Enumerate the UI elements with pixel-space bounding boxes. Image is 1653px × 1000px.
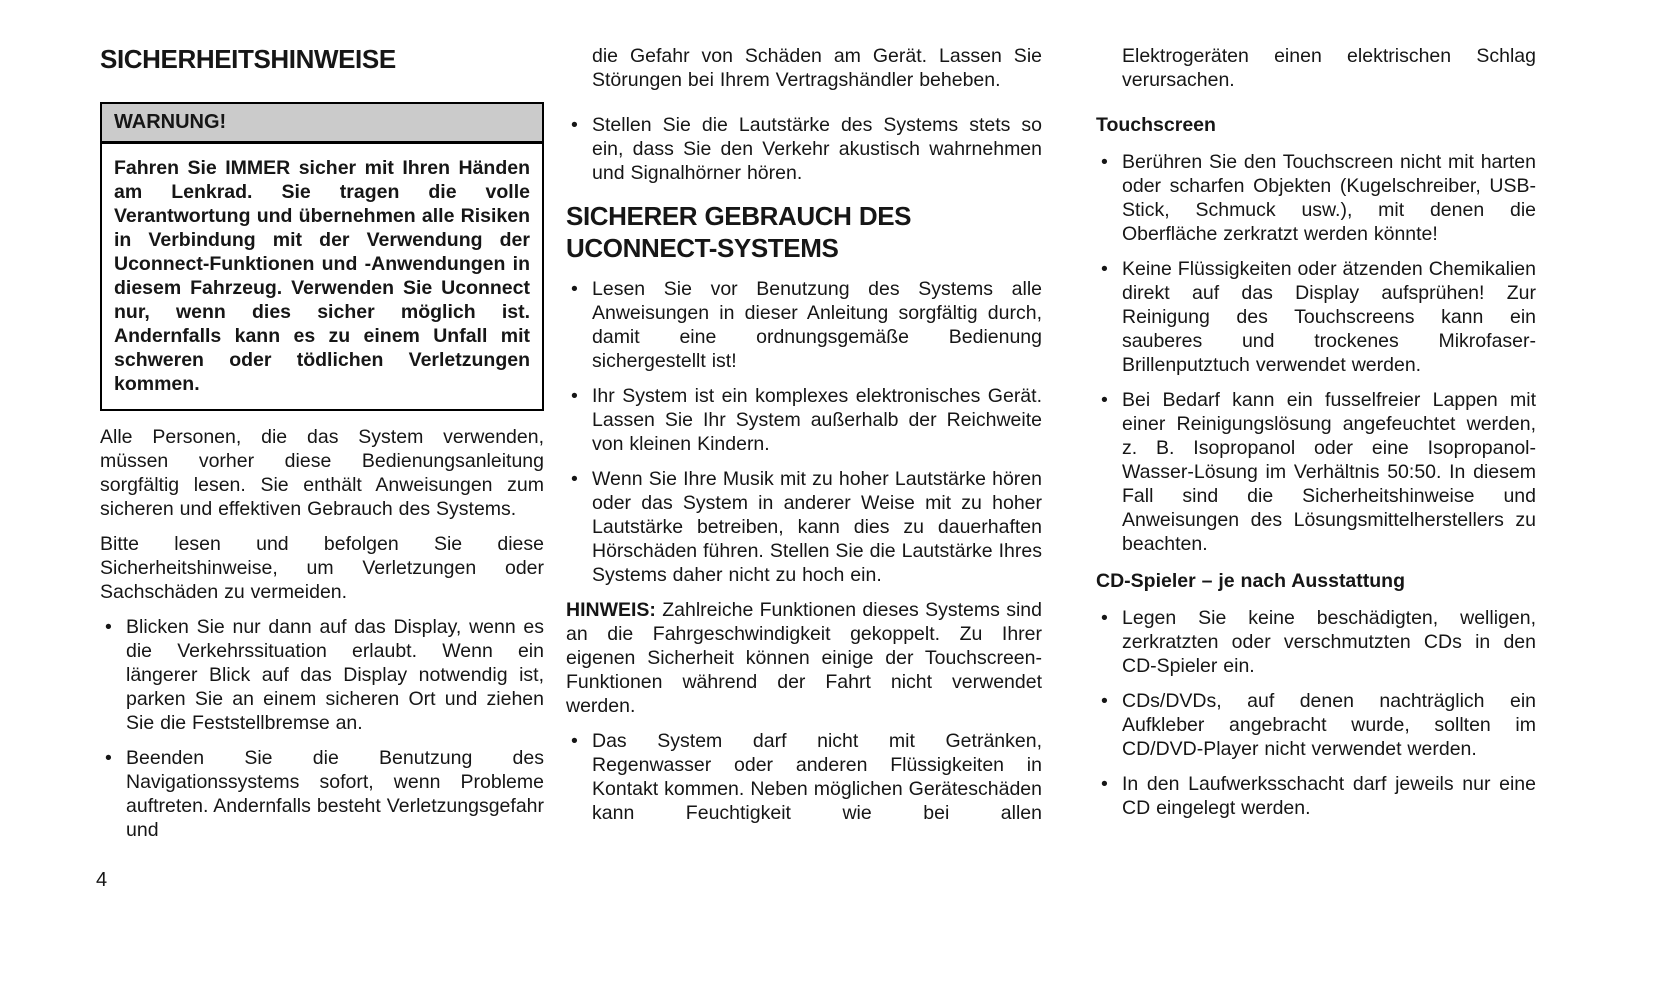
continuation-paragraph: Elektrogeräten einen elektrischen Schlag verursachen. bbox=[1122, 45, 1536, 91]
paragraph: Bitte lesen und befolgen Sie diese Sicherheitshinweise, um Verletzungen oder Sachschäden zu vermeiden. bbox=[100, 533, 544, 603]
column-1 bbox=[100, 44, 544, 853]
bullet-item: • Keine Flüssigkeiten oder ätzenden Chemikalien direkt auf das Display aufsprühen! Zur Reinigung des Touchscreens kann ein sauberes und trockenes Mikrofaser-Brillenputztuch verwendet werden. bbox=[1096, 257, 1536, 377]
column-3 bbox=[1096, 44, 1536, 831]
note-paragraph bbox=[566, 598, 1042, 718]
bullet-list bbox=[1096, 606, 1536, 820]
column-2 bbox=[566, 44, 1042, 836]
bullet-item: • Wenn Sie Ihre Musik mit zu hoher Lautstärke hören oder das System in anderer Weise mit zu hoher Lautstärke betreiben, kann dies zu dauerhaften Hörschäden führen. Stellen Sie die Lautstärke Ihres Systems daher nicht zu hoch ein. bbox=[566, 467, 1042, 587]
warning-body: Fahren Sie IMMER sicher mit Ihren Händen am Lenkrad. Sie tragen die volle Verantwortung und übernehmen alle Risiken in Verbindung mit der Verwendung der Uconnect-Funktionen und -Anwendungen in diesem Fahrzeug. Verwenden Sie Uconnect nur, wenn dies sicher möglich ist. Andernfalls kann es zu einem Unfall mit schweren oder tödlichen Verletzungen kommen. bbox=[114, 157, 530, 395]
page-title: SICHERHEITSHINWEISE bbox=[100, 44, 396, 74]
page-number: 4 bbox=[96, 869, 108, 891]
bullet-item: • Bei Bedarf kann ein fusselfreier Lappen mit einer Reinigungslösung angefeuchtet werden, z. B. Isopropanol oder eine Isopropanol-Wasser-Lösung im Verhältnis 50:50. In diesem Fall sind die Sicherheitshinweise und Anweisungen des Lösungsmittelherstellers zu beachten. bbox=[1096, 388, 1536, 556]
bullet-item: • Das System darf nicht mit Getränken, Regenwasser oder anderen Flüssigkeiten in Kontakt kommen. Neben möglichen Geräteschäden kann Feuchtigkeit wie bei allen bbox=[566, 729, 1042, 825]
bullet-item: • Lesen Sie vor Benutzung des Systems alle Anweisungen in dieser Anleitung sorgfältig durch, damit eine ordnungsgemäße Bedienung sichergestellt ist! bbox=[566, 277, 1042, 373]
bullet-list bbox=[566, 277, 1042, 587]
continuation-paragraph: die Gefahr von Schäden am Gerät. Lassen Sie Störungen bei Ihrem Vertragshändler beheben. bbox=[592, 45, 1042, 91]
note-text: Zahlreiche Funktionen dieses Systems sind an die Fahrgeschwindigkeit gekoppelt. Zu Ihrer eigenen Sicherheit können einige der Touchscreen-Funktionen während der Fahrt nicht verwendet werden. bbox=[566, 599, 1042, 717]
bullet-list bbox=[566, 113, 1042, 185]
warning-box bbox=[100, 102, 544, 411]
bullet-list bbox=[1096, 150, 1536, 556]
sub-heading: CD-Spieler – je nach Ausstattung bbox=[1096, 570, 1406, 592]
bullet-item: • CDs/DVDs, auf denen nachträglich ein Aufkleber angebracht wurde, sollten im CD/DVD-Player nicht verwendet werden. bbox=[1096, 689, 1536, 761]
warning-header: WARNUNG! bbox=[102, 104, 542, 144]
sub-heading: Touchscreen bbox=[1096, 114, 1216, 136]
note-label: HINWEIS: bbox=[566, 599, 656, 621]
paragraph: Alle Personen, die das System verwenden, müssen vorher diese Bedienungsanleitung sorgfältig lesen. Sie enthält Anweisungen zum sicheren und effektiven Gebrauch des Systems. bbox=[100, 426, 544, 520]
bullet-item: • Beenden Sie die Benutzung des Navigationssystems sofort, wenn Probleme auftreten. Andernfalls besteht Verletzungsgefahr und bbox=[100, 746, 544, 842]
bullet-item: • In den Laufwerksschacht darf jeweils nur eine CD eingelegt werden. bbox=[1096, 772, 1536, 820]
bullet-list bbox=[100, 615, 544, 842]
bullet-item: • Stellen Sie die Lautstärke des Systems stets so ein, dass Sie den Verkehr akustisch wahrnehmen und Signalhörner hören. bbox=[566, 113, 1042, 185]
bullet-item: • Blicken Sie nur dann auf das Display, wenn es die Verkehrssituation erlaubt. Wenn ein längerer Blick auf das Display notwendig ist, parken Sie an einem sicheren Ort und ziehen Sie die Feststellbremse an. bbox=[100, 615, 544, 735]
bullet-item: • Legen Sie keine beschädigten, welligen, zerkratzten oder verschmutzten CDs in den CD-Spieler ein. bbox=[1096, 606, 1536, 678]
section-heading: SICHERER GEBRAUCH DES UCONNECT-SYSTEMS bbox=[566, 201, 912, 263]
bullet-item: • Ihr System ist ein komplexes elektronisches Gerät. Lassen Sie Ihr System außerhalb der Reichweite von kleinen Kindern. bbox=[566, 384, 1042, 456]
bullet-list bbox=[566, 729, 1042, 825]
bullet-item: • Berühren Sie den Touchscreen nicht mit harten oder scharfen Objekten (Kugelschreiber, USB-Stick, Schmuck usw.), mit denen die Oberfläche zerkratzt werden könnte! bbox=[1096, 150, 1536, 246]
